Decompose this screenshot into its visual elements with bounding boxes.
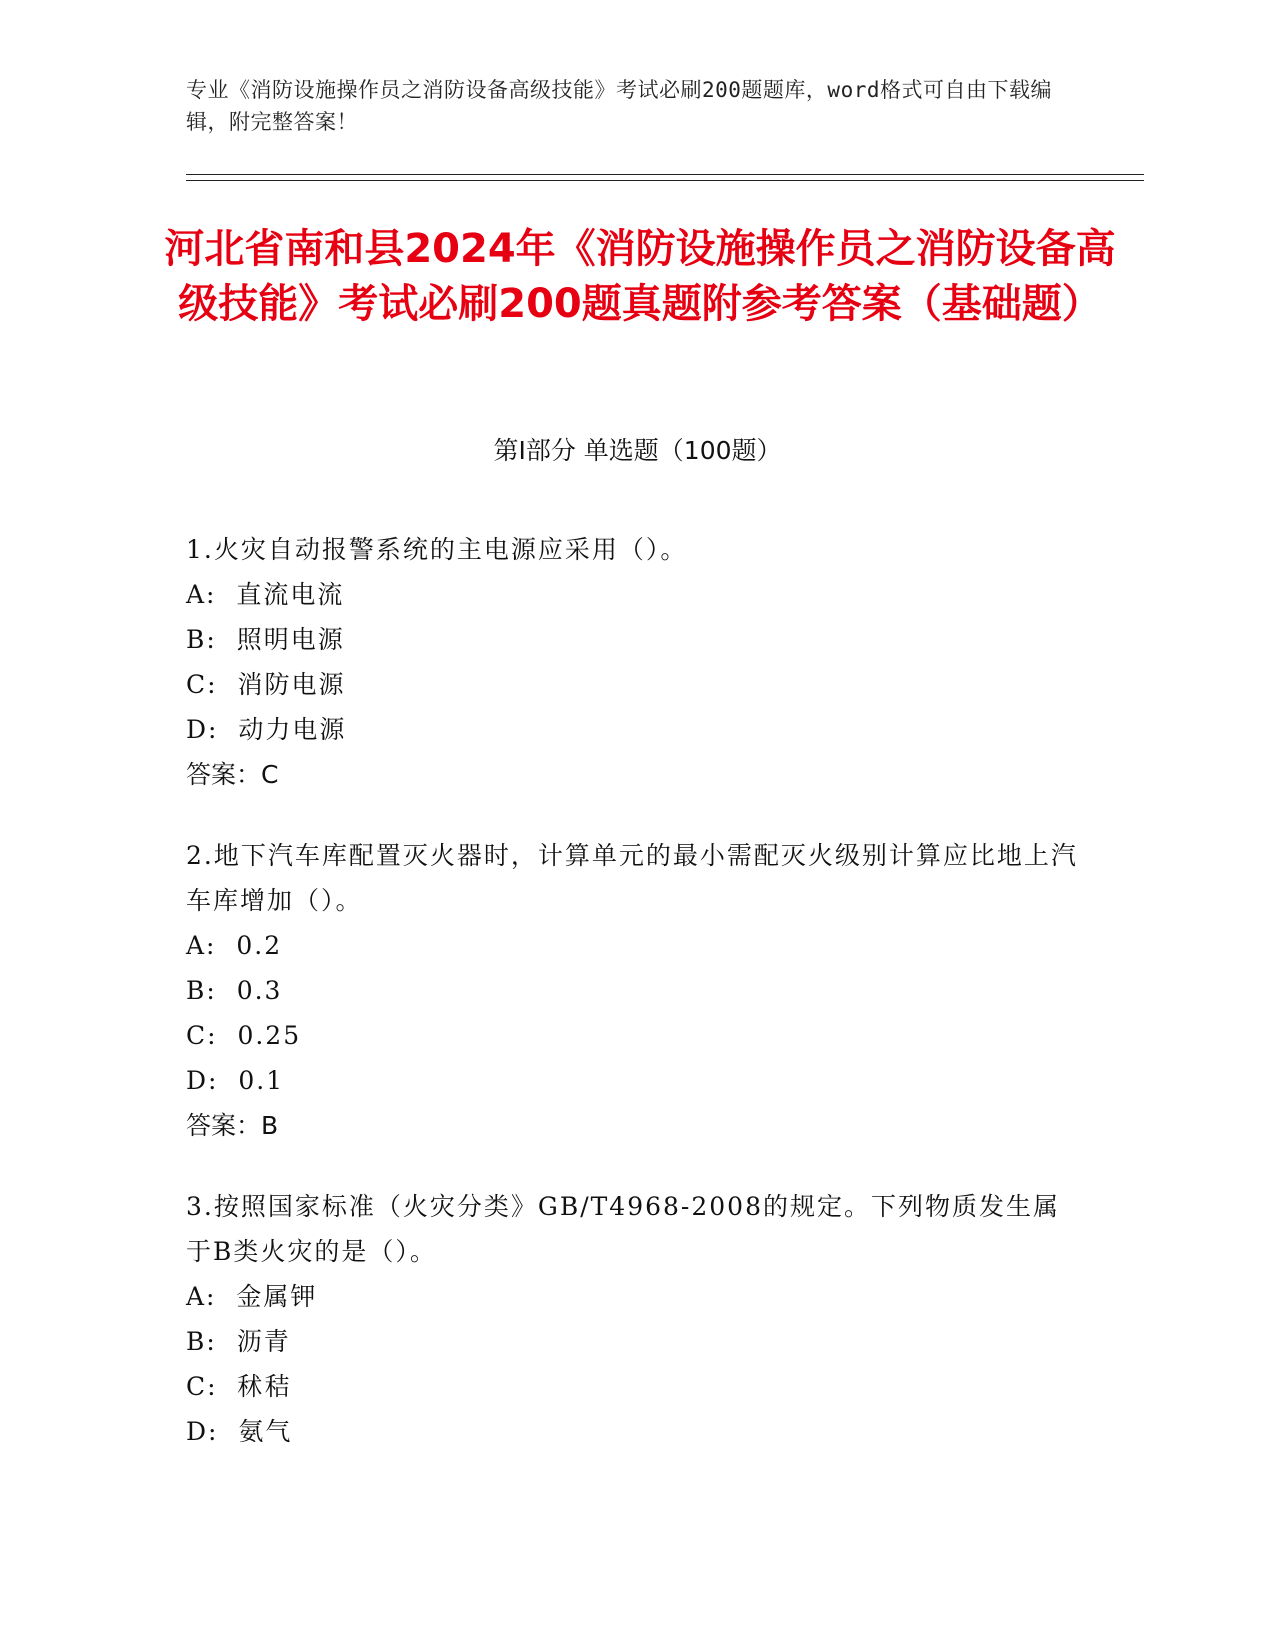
question-text: 3.按照国家标准（火灾分类》GB/T4968-2008的规定。下列物质发生属于B类火灾的是（）。 (186, 1192, 1060, 1266)
option-c: C: 0.25 (186, 1021, 302, 1050)
option-b: B: 沥青 (186, 1327, 291, 1356)
question-list (186, 527, 1086, 1490)
header-divider-top (186, 174, 1144, 175)
option-d: D: 0.1 (186, 1066, 285, 1095)
question-3 (186, 1184, 1086, 1454)
question-text: 1.火灾自动报警系统的主电源应采用（）。 (186, 535, 688, 564)
option-a: A: 金属钾 (186, 1282, 318, 1311)
answer-line: 答案：B (186, 1111, 279, 1140)
option-d: D: 氨气 (186, 1417, 293, 1446)
header-note: 专业《消防设施操作员之消防设备高级技能》考试必刷200题题库，word格式可自由下载编辑，附完整答案！ (186, 78, 1052, 134)
option-a: A: 0.2 (186, 931, 283, 960)
option-b: B: 0.3 (186, 976, 283, 1005)
option-b: B: 照明电源 (186, 625, 345, 654)
option-d: D: 动力电源 (186, 715, 347, 744)
section-title: 第Ⅰ部分 单选题（100题） (493, 436, 782, 465)
document-title: 河北省南和县2024年《消防设施操作员之消防设备高级技能》考试必刷200题真题附参考答案（基础题） (164, 226, 1116, 327)
header-divider-bottom (186, 180, 1144, 181)
answer-line: 答案：C (186, 760, 279, 789)
question-1 (186, 527, 1086, 797)
question-2 (186, 833, 1086, 1148)
question-text: 2.地下汽车库配置灭火器时，计算单元的最小需配灭火级别计算应比地上汽车库增加（）。 (186, 841, 1078, 915)
option-c: C: 秫秸 (186, 1372, 292, 1401)
option-c: C: 消防电源 (186, 670, 346, 699)
option-a: A: 直流电流 (186, 580, 345, 609)
